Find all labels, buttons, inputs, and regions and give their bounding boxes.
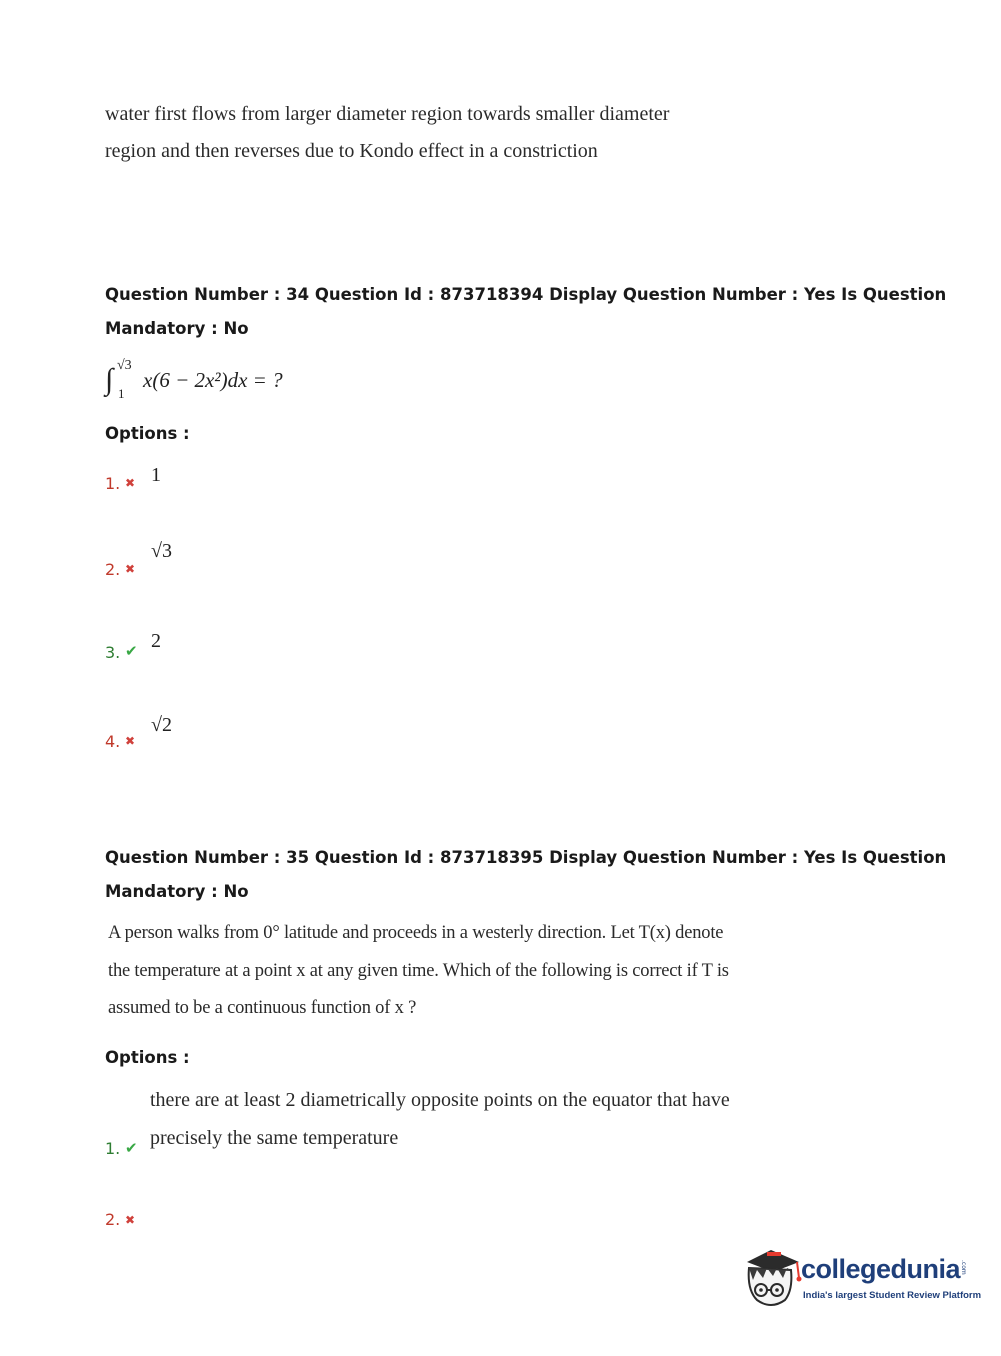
check-icon: ✔ — [125, 642, 138, 660]
cross-icon: ✖ — [125, 476, 136, 490]
option-value: √2 — [151, 714, 172, 736]
option-text-line-2: precisely the same temperature — [150, 1127, 399, 1149]
integrand: x(6 − 2x²)dx = ? — [143, 368, 283, 392]
q35-text-line-2: the temperature at a point x at any given time. Which of the following is correct if T is — [108, 960, 729, 981]
q34-integral — [105, 358, 365, 402]
q34-header — [105, 278, 947, 346]
option-value: 1 — [151, 464, 161, 486]
q35-text-line-3: assumed to be a continuous function of x ? — [108, 998, 417, 1018]
option-number: 2. — [105, 1210, 121, 1229]
option-value: 2 — [151, 630, 161, 652]
option-number: 3. — [105, 643, 121, 662]
q35-option-2 — [105, 1210, 147, 1229]
q35-header — [105, 841, 947, 909]
mascot-icon — [741, 1248, 803, 1312]
option-number: 4. — [105, 732, 121, 751]
option-number: 2. — [105, 560, 121, 579]
q34-option-2 — [105, 540, 172, 579]
q35-text-line-1: A person walks from 0° latitude and proceeds in a westerly direction. Let T(x) denote — [108, 923, 724, 943]
integral-upper-limit: √3 — [117, 358, 132, 373]
option-value: √3 — [151, 540, 172, 562]
option-text-line-1: there are at least 2 diametrically opposite points on the equator that have — [150, 1089, 730, 1111]
option-number: 1. — [105, 1139, 121, 1158]
collegedunia-logo — [741, 1246, 982, 1316]
carryover-text — [105, 96, 805, 170]
cross-icon: ✖ — [125, 734, 136, 748]
option-number: 1. — [105, 474, 121, 493]
logo-brand-text: collegedunia — [801, 1254, 961, 1284]
q35-options-label: Options : — [105, 1048, 190, 1067]
carryover-line-1: water first flows from larger diameter region towards smaller diameter — [105, 103, 670, 125]
cross-icon: ✖ — [125, 1213, 136, 1227]
q34-header-line-2: Mandatory : No — [105, 319, 249, 338]
q35-header-line-2: Mandatory : No — [105, 882, 249, 901]
q34-header-line-1: Question Number : 34 Question Id : 873718394 Display Question Number : Yes Is Question — [105, 285, 947, 304]
q34-option-3 — [105, 630, 161, 662]
integral-sign: ∫ — [105, 363, 114, 396]
cross-icon: ✖ — [125, 562, 136, 576]
carryover-line-2: region and then reverses due to Kondo effect in a constriction — [105, 140, 598, 162]
q35-option-1 — [105, 1139, 147, 1158]
q34-option-1 — [105, 464, 161, 493]
logo-tagline: India's largest Student Review Platform — [803, 1290, 982, 1301]
q35-question-text — [108, 915, 748, 1028]
check-icon: ✔ — [125, 1139, 138, 1157]
logo-suffix: .com — [960, 1260, 967, 1275]
q34-options-label: Options : — [105, 424, 190, 443]
integral-lower-limit: 1 — [118, 386, 125, 401]
q35-option-1-text — [150, 1081, 790, 1157]
q35-header-line-1: Question Number : 35 Question Id : 873718395 Display Question Number : Yes Is Question — [105, 848, 947, 867]
q34-option-4 — [105, 714, 172, 751]
